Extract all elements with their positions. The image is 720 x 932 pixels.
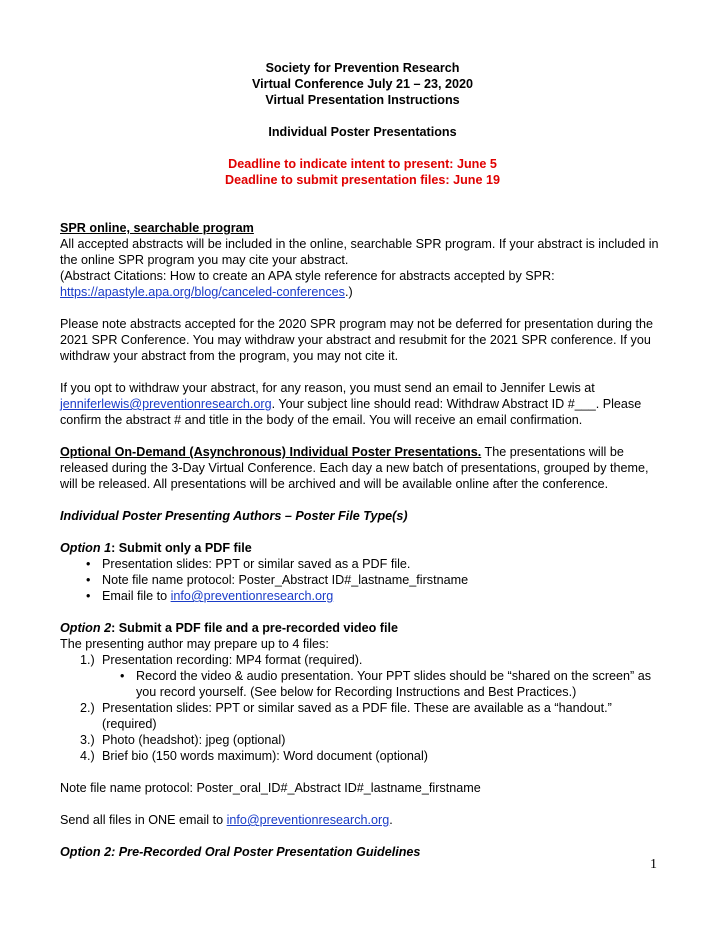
ondemand-text: The presentations will be released during the 3-Day Virtual Conference. Each day a new batch of presentations, grouped by theme, will be released. All presentations will be archived and will be available online after the conference. [60,445,649,491]
item-number: 3.) [80,733,95,747]
defer-paragraph: Please note abstracts accepted for the 2020 SPR program may not be deferred for presentation during the 2021 SPR Conference. You may withdraw your abstract and resubmit for the 2021 SPR conference. If you withdraw your abstract from the program, you may not cite it. [60,317,653,363]
list-item [102,588,665,604]
list-item [60,700,665,732]
send-tail: . [389,813,393,827]
option2-intro: The presenting author may prepare up to 4 files: [60,637,329,651]
guidelines-heading: Option 2: Pre-Recorded Oral Poster Presentation Guidelines [60,845,421,859]
send-lead: Send all files in ONE email to [60,813,227,827]
citation-note: (Abstract Citations: How to create an APA style reference for abstracts accepted by SPR: [60,269,555,283]
program-paragraph: All accepted abstracts will be included in the online, searchable SPR program. If your abstract is included in the online SPR program you may cite your abstract. [60,237,659,267]
deadline-intent: Deadline to indicate intent to present: June 5 [228,157,497,171]
list-item [60,652,665,700]
list-item [60,732,665,748]
citation-link-line [60,284,665,300]
option1-label: Option 1 [60,541,112,555]
list-item: • Record the video & audio presentation. Your PPT slides should be “shared on the screen” as you record yourself. (See below for Recording Instructions and Best Practices.) [136,668,665,700]
deadline-files: Deadline to submit presentation files: June 19 [224,173,501,187]
list-item: • Note file name protocol: Poster_Abstract ID#_lastname_firstname [102,572,665,588]
file-name-protocol: Note file name protocol: Poster_oral_ID#_Abstract ID#_lastname_firstname [60,781,481,795]
item-text: Presentation recording: MP4 format (required). [102,653,363,667]
list-item: • Presentation slides: PPT or similar saved as a PDF file. [102,556,665,572]
ondemand-heading: Optional On-Demand (Asynchronous) Individual Poster Presentations. [60,445,482,459]
option2-file-list [60,652,665,764]
list-item [60,748,665,764]
withdraw-paragraph [60,380,665,428]
conference-dates: Virtual Conference July 21 – 23, 2020 [252,77,473,91]
email-lead: Email file to [102,589,171,603]
section-subtitle: Individual Poster Presentations [268,125,457,139]
withdraw-email-link[interactable]: jenniferlewis@preventionresearch.org [60,397,272,411]
instructions-title: Virtual Presentation Instructions [265,93,460,107]
withdraw-lead: If you opt to withdraw your abstract, for any reason, you must send an email to Jennifer Lewis at [60,381,595,395]
program-heading: SPR online, searchable program [60,221,254,235]
page-number: 1 [650,857,657,872]
item-text: Presentation slides: PPT or similar saved as a PDF file. These are available as a “handout.” (required) [102,701,612,731]
option2-heading [60,620,665,636]
option1-title: : Submit only a PDF file [111,541,252,555]
recording-sub-list [102,668,665,700]
option2-label: Option 2 [60,621,112,635]
ondemand-paragraph [60,444,665,492]
org-title: Society for Prevention Research [265,61,460,75]
send-email-link[interactable]: info@preventionresearch.org [226,813,390,827]
link-tail: .) [344,285,353,299]
withdraw-rest: . Your subject line should read: Withdraw Abstract ID #___. Please confirm the abstract # and title in the body of the email. You will receive an email confirmation. [60,397,642,427]
option1-email-link[interactable]: info@preventionresearch.org [170,589,334,603]
filetype-heading: Individual Poster Presenting Authors – Poster File Type(s) [60,509,408,523]
item-number: 1.) [80,653,95,667]
option1-list [60,556,665,604]
apa-link[interactable]: https://apastyle.apa.org/blog/canceled-conferences [60,285,345,299]
item-number: 2.) [80,701,95,715]
item-text: Photo (headshot): jpeg (optional) [102,733,286,747]
document-page [60,60,665,860]
item-text: Brief bio (150 words maximum): Word document (optional) [102,749,428,763]
item-number: 4.) [80,749,95,763]
send-files-line [60,812,665,828]
option1-heading [60,540,665,556]
option2-title: : Submit a PDF file and a pre-recorded video file [111,621,398,635]
